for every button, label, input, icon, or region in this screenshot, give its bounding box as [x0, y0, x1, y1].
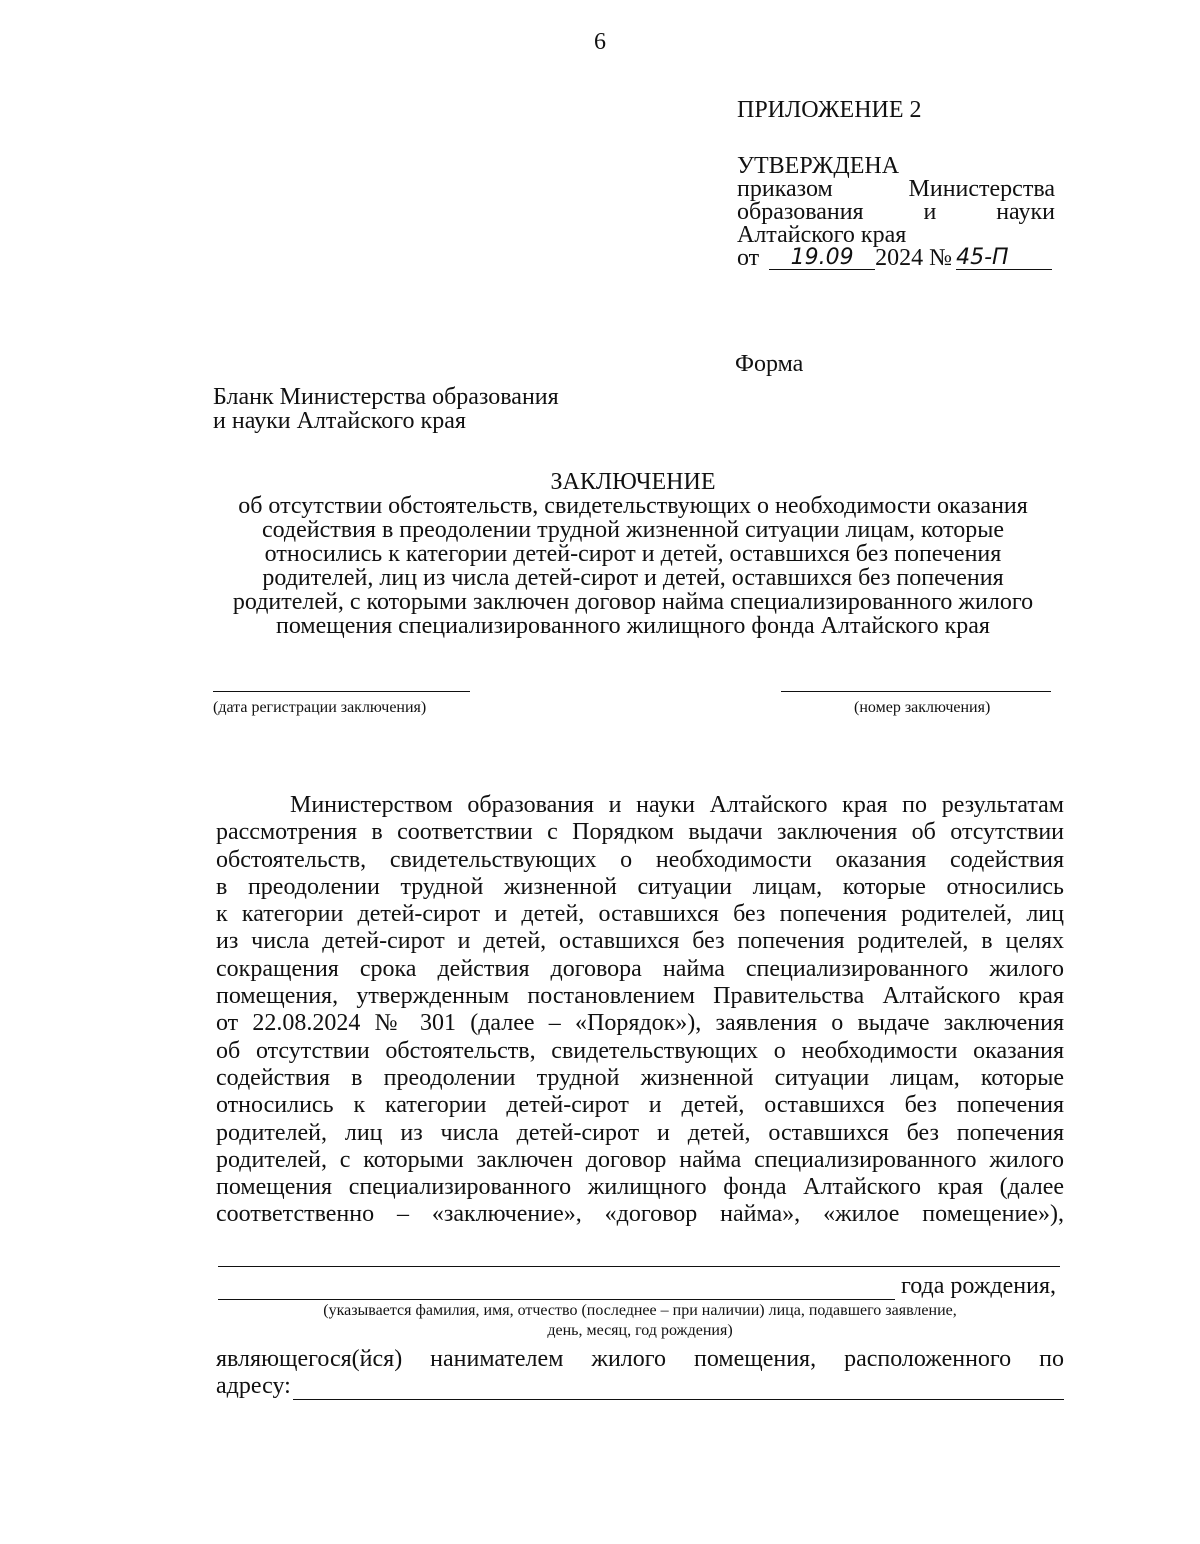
conclusion-number-caption: (номер заключения) — [854, 699, 991, 716]
body-line: соответственно – «заключение», «договор найма», «жилое помещение»), — [216, 1201, 1064, 1228]
page-number: 6 — [594, 29, 606, 55]
registration-date-line — [213, 691, 470, 692]
approval-heading: УТВЕРЖДЕНА — [737, 153, 900, 179]
approval-block — [737, 155, 1055, 270]
tenant-line: являющегося(йся) нанимателем жилого помещения, расположенного по — [216, 1346, 1064, 1372]
body-line: об отсутствии обстоятельств, свидетельствующих о необходимости оказания — [216, 1037, 1064, 1064]
body-line: из числа детей-сирот и детей, оставшихся без попечения родителей, в целях — [216, 928, 1064, 955]
applicant-fio-caption — [216, 1301, 1064, 1341]
document-title-block — [210, 470, 1056, 638]
body-line: содействия в преодолении трудной жизненной ситуации лицам, которые — [216, 1064, 1064, 1091]
approval-word-education: образования — [737, 199, 864, 225]
approval-year: 2024 — [875, 245, 924, 271]
approval-line-2 — [737, 201, 1055, 224]
fio-caption-line-2: день, месяц, год рождения) — [547, 1322, 733, 1339]
document-subtitle-line: родителей, с которыми заключен договор найма специализированного жилого — [232, 589, 1034, 615]
appendix-label: ПРИЛОЖЕНИЕ 2 — [737, 97, 922, 123]
body-line: родителей, лиц из числа детей-сирот и детей, оставшихся без попечения — [216, 1119, 1064, 1146]
approval-number-handwritten: 45-П — [956, 247, 1052, 270]
birth-year-suffix: года рождения, — [901, 1273, 1056, 1299]
address-row — [216, 1373, 1064, 1400]
body-line: родителей, с которыми заключен договор найма специализированного жилого — [216, 1146, 1064, 1173]
body-line: в преодолении трудной жизненной ситуации лицам, которые относились — [216, 873, 1064, 900]
body-line: Министерством образования и науки Алтайского края по результатам — [290, 792, 1064, 818]
document-title: ЗАКЛЮЧЕНИЕ — [550, 469, 716, 495]
approval-word-ministry: Министерства — [908, 176, 1055, 202]
body-line: обстоятельств, свидетельствующих о необходимости оказания содействия — [216, 846, 1064, 873]
body-line: помещения специализированного жилищного фонда Алтайского края (далее — [216, 1174, 1064, 1201]
approval-word-order: приказом — [737, 176, 833, 202]
document-subtitle-line: относились к категории детей-сирот и детей, оставшихся без попечения — [264, 541, 1002, 567]
approval-word-and: и — [923, 199, 937, 225]
letterhead-line-2: и науки Алтайского края — [213, 408, 466, 434]
letterhead-line-1: Бланк Министерства образования — [213, 384, 559, 410]
body-line: от 22.08.2024 № 301 (далее – «Порядок»), заявления о выдаче заключения — [216, 1010, 1064, 1037]
approval-from-label: от — [737, 245, 760, 271]
approval-number-sign: № — [929, 245, 953, 271]
registration-date-caption: (дата регистрации заключения) — [213, 699, 427, 716]
document-subtitle-line: родителей, лиц из числа детей-сирот и детей, оставшихся без попечения — [262, 565, 1004, 591]
approval-word-science: науки — [996, 199, 1055, 225]
address-label: адресу: — [216, 1373, 291, 1400]
letterhead — [213, 385, 559, 433]
document-subtitle-line: помещения специализированного жилищного фонда Алтайского края — [276, 613, 990, 639]
birth-year-row — [218, 1273, 1056, 1300]
approval-line-3: Алтайского края — [737, 222, 907, 248]
document-subtitle-line: об отсутствии обстоятельств, свидетельствующих о необходимости оказания — [238, 493, 1028, 519]
birth-year-blank — [218, 1277, 895, 1300]
body-line: сокращения срока действия договора найма специализированного жилого — [216, 955, 1064, 982]
address-blank — [293, 1377, 1064, 1400]
form-label: Форма — [735, 351, 804, 377]
body-line: помещения, утвержденным постановлением Правительства Алтайского края — [216, 983, 1064, 1010]
approval-date-handwritten: 19.09 — [769, 247, 875, 270]
address-block — [216, 1346, 1064, 1400]
approval-date-line — [737, 247, 1055, 270]
body-line: относились к категории детей-сирот и детей, оставшихся без попечения — [216, 1092, 1064, 1119]
body-line: рассмотрения в соответствии с Порядком выдачи заключения об отсутствии — [216, 819, 1064, 846]
conclusion-number-line — [781, 691, 1051, 692]
body-paragraph — [216, 792, 1064, 1229]
approval-line-1 — [737, 178, 1055, 201]
body-line: к категории детей-сирот и детей, оставшихся без попечения родителей, лиц — [216, 901, 1064, 928]
fio-caption-line-1: (указывается фамилия, имя, отчество (последнее – при наличии) лица, подавшего заявление, — [323, 1302, 957, 1319]
applicant-name-line — [218, 1266, 1060, 1267]
document-subtitle-line: содействия в преодолении трудной жизненной ситуации лицам, которые — [261, 517, 1005, 543]
